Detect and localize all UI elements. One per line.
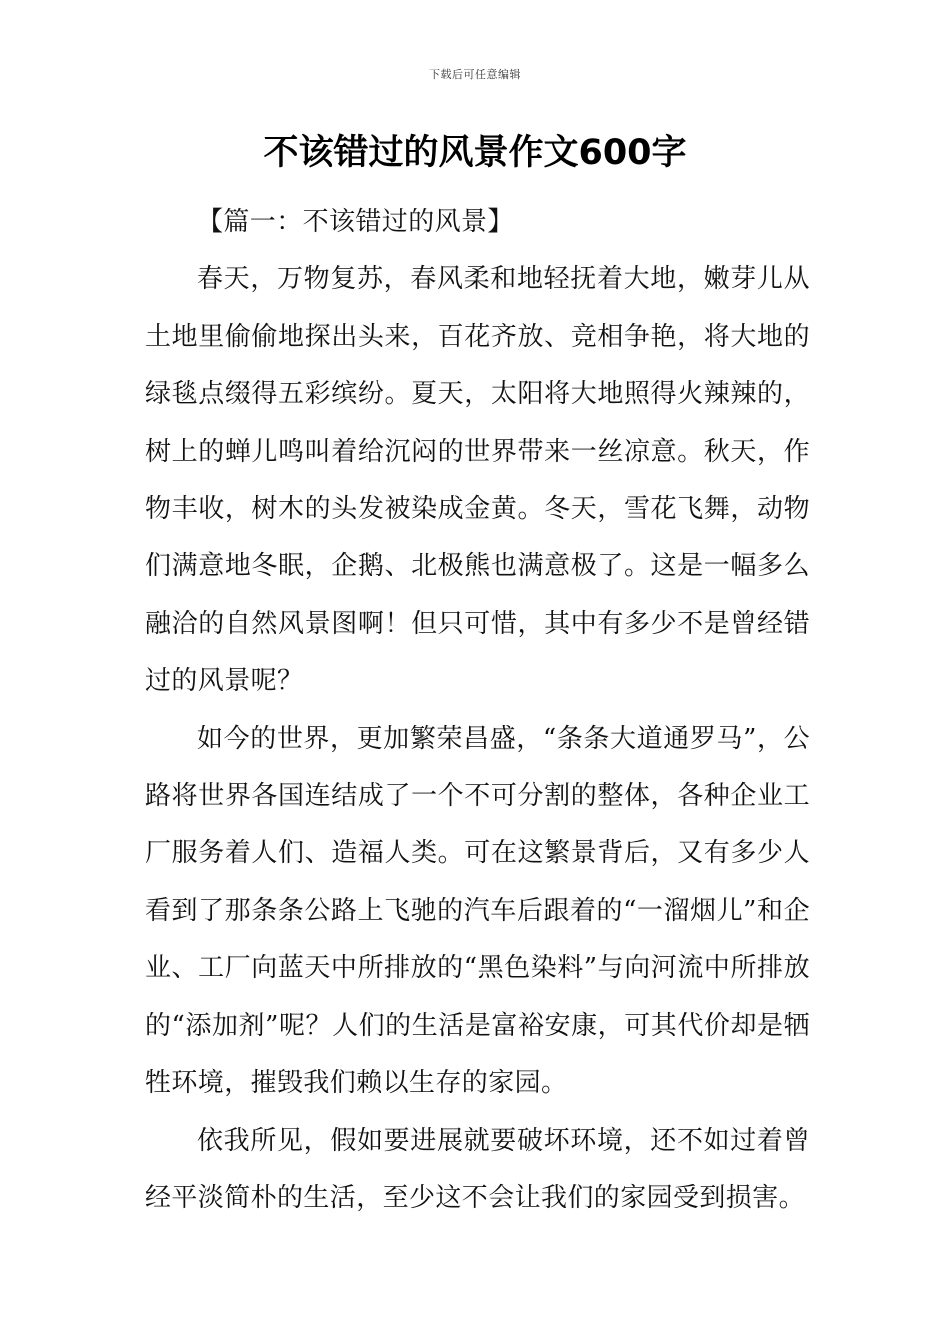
header-note: 下载后可任意编辑 <box>429 68 521 81</box>
paragraph-1: 春天，万物复苏，春风柔和地轻抚着大地，嫩芽儿从土地里偷偷地探出头来，百花齐放、竞相争艳，将大地的绿毯点缀得五彩缤纷。夏天，太阳将大地照得火辣辣的，树上的蝉儿鸣叫着给沉闷的世界带来一丝凉意。秋天，作物丰收，树木的头发被染成金黄。冬天，雪花飞舞，动物们满意地冬眠，企鹅、北极熊也满意极了。这是一幅多么融洽的自然风景图啊！但只可惜，其中有多少不是曾经错过的风景呢？ <box>145 264 810 697</box>
section-heading: 【篇一：不该错过的风景】 <box>197 207 514 237</box>
paragraph-3: 依我所见，假如要进展就要破坏环境，还不如过着曾经平淡简朴的生活，至少这不会让我们的家园受到损害。 <box>145 1125 810 1213</box>
document-body <box>145 194 810 1227</box>
document-title: 不该错过的风景作文600字 <box>263 133 687 173</box>
paragraph-2: 如今的世界，更加繁荣昌盛，“条条大道通罗马”，公路将世界各国连结成了一个不可分割的整体，各种企业工厂服务着人们、造福人类。可在这繁景背后，又有多少人看到了那条条公路上飞驰的汽车后跟着的“一溜烟儿”和企业、工厂向蓝天中所排放的“黑色染料”与向河流中所排放的“添加剂”呢？人们的生活是富裕安康，可其代价却是牺牲环境，摧毁我们赖以生存的家园。 <box>145 723 810 1099</box>
